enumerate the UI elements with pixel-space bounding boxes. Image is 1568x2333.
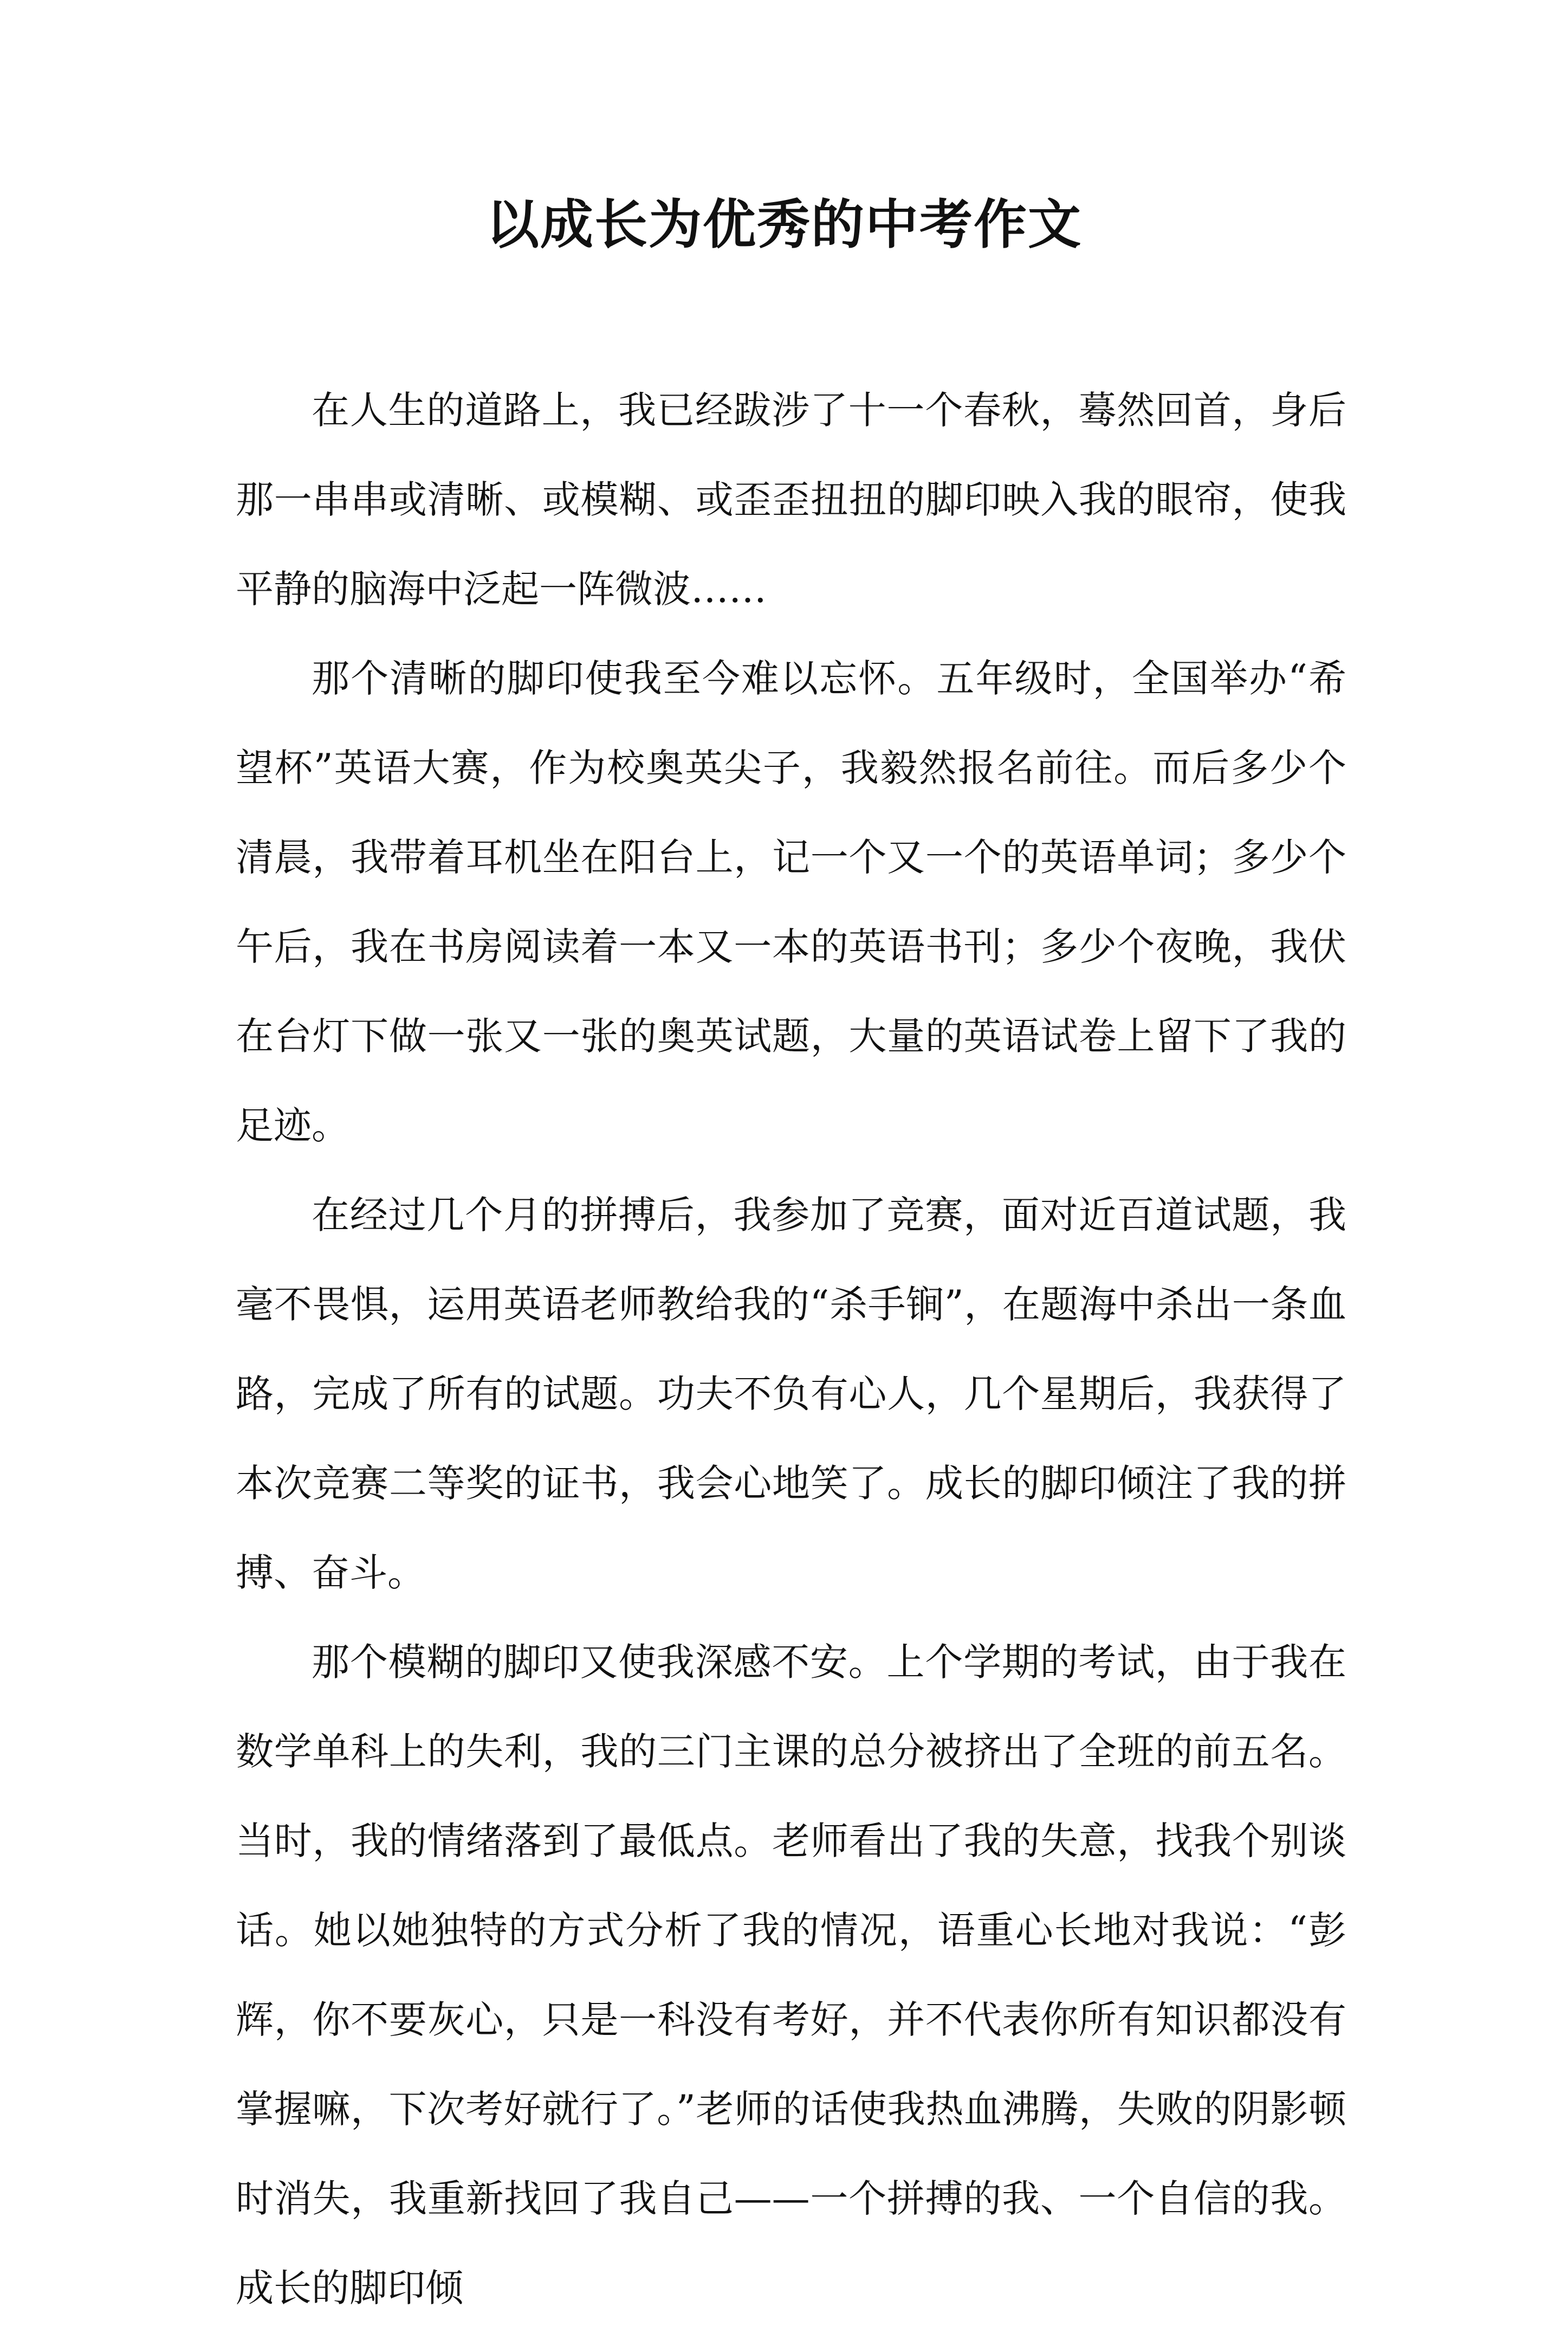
paragraph-3: 在经过几个月的拼搏后，我参加了竞赛，面对近百道试题，我毫不畏惧，运用英语老师教给我的“杀手锏”，在题海中杀出一条血路，完成了所有的试题。功夫不负有心人，几个星期后，我获得了本次竞赛二等奖的证书，我会心地笑了。成长的脚印倾注了我的拼搏、奋斗。 [236, 1193, 1346, 1595]
paragraph-2: 那个清晰的脚印使我至今难以忘怀。五年级时，全国举办“希望杯”英语大赛，作为校奥英尖子，我毅然报名前往。而后多少个清晨，我带着耳机坐在阳台上，记一个又一个的英语单词；多少个午后，我在书房阅读着一本又一本的英语书刊；多少个夜晚，我伏在台灯下做一张又一张的奥英试题，大量的英语试卷上留下了我的足迹。 [236, 656, 1346, 1148]
document-title: 以成长为优秀的中考作文 [485, 194, 1082, 256]
paragraph-1: 在人生的道路上，我已经跋涉了十一个春秋，蓦然回首，身后那一串串或清晰、或模糊、或歪歪扭扭的脚印映入我的眼帘，使我平静的脑海中泛起一阵微波…… [236, 388, 1346, 611]
essay-body [236, 366, 1346, 2333]
paragraph-4: 那个模糊的脚印又使我深感不安。上个学期的考试，由于我在数学单科上的失利，我的三门主课的总分被挤出了全班的前五名。当时，我的情绪落到了最低点。老师看出了我的失意，找我个别谈话。她以她独特的方式分析了我的情况，语重心长地对我说：“彭辉，你不要灰心，只是一科没有考好，并不代表你所有知识都没有掌握嘛，下次考好就行了。”老师的话使我热血沸腾，失败的阴影顿时消失，我重新找回了我自己——一个拼搏的我、一个自信的我。成长的脚印倾 [236, 1640, 1346, 2310]
